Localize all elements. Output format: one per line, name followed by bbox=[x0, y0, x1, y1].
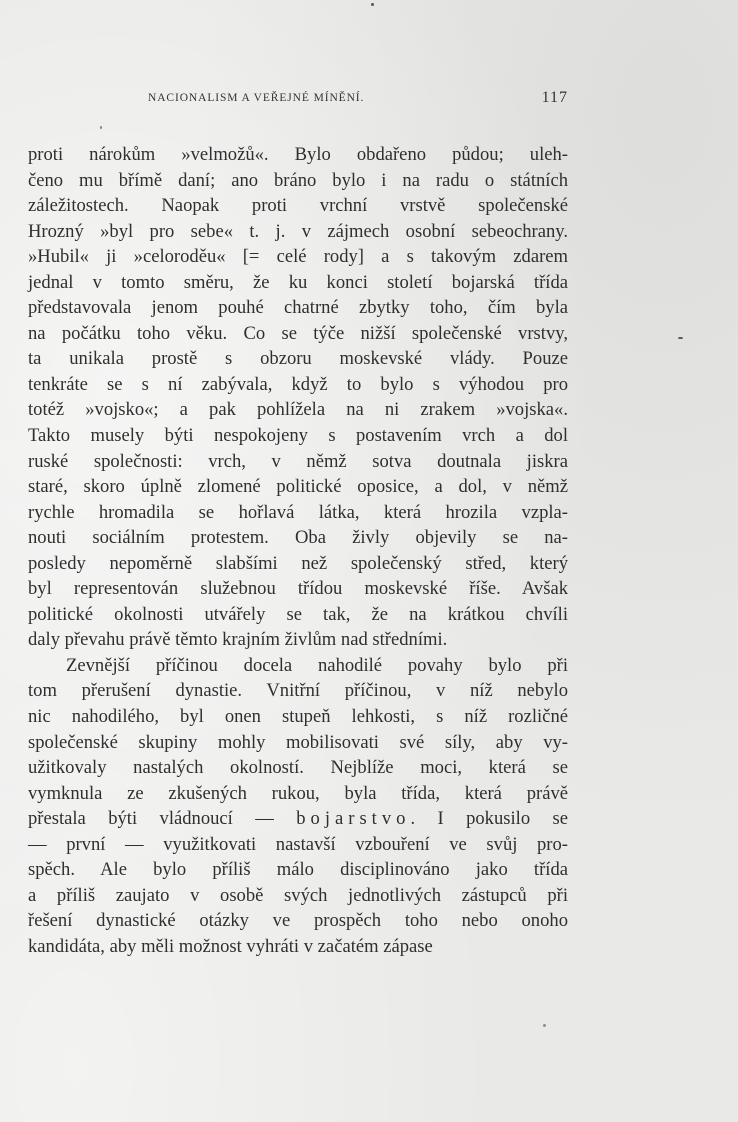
text-line: politické okolnosti utvářely se tak, že na krátkou chvíli bbox=[28, 603, 568, 625]
speck bbox=[543, 1024, 546, 1027]
text-line: totéž »vojsko«; a pak pohlížela na ni zrakem »vojska«. bbox=[28, 399, 568, 421]
text-line: — první — využitkovati nastavší vzbouření ve svůj pro- bbox=[28, 833, 568, 855]
text-line: nouti sociálním protestem. Oba živly objevily se na- bbox=[28, 527, 568, 549]
text-line: užitkovaly nastalých okolností. Nejblíže moci, která se bbox=[28, 757, 568, 779]
text-line: čeno mu břímě daní; ano bráno bylo i na radu o státních bbox=[28, 169, 568, 191]
emphasized-word: bojarstvo bbox=[296, 808, 411, 830]
text-line: řešení dynastické otázky ve prospěch toho nebo onoho bbox=[28, 910, 568, 932]
text-line-paragraph-end: daly převahu právě těmto krajním živlům nad středními. bbox=[28, 629, 448, 651]
text-line: jednal v tomto směru, že ku konci století bojarská třída bbox=[28, 271, 568, 293]
text-line: posledy nepoměrně slabšími než společenský střed, který bbox=[28, 552, 568, 574]
text-line-paragraph-start: Zevnější příčinou docela nahodilé povahy bylo při bbox=[66, 654, 568, 676]
text-line: ta unikala prostě s obzoru moskevské vlády. Pouze bbox=[28, 348, 568, 370]
text-line: záležitostech. Naopak proti vrchní vrstvě společenské bbox=[28, 195, 568, 217]
text-line: a příliš zaujato v osobě svých jednotlivých zástupců při bbox=[28, 884, 568, 906]
page-number: 117 bbox=[541, 89, 568, 106]
speck bbox=[100, 126, 102, 129]
text-line: kandidáta, aby měli možnost vyhráti v začatém zápase bbox=[28, 935, 433, 957]
text-line: spěch. Ale bylo příliš málo disciplinováno jako třída bbox=[28, 859, 568, 881]
text-line: společenské skupiny mohly mobilisovati své síly, aby vy- bbox=[28, 731, 568, 753]
text-line: vymknula ze zkušených rukou, byla třída, která právě bbox=[28, 782, 568, 804]
text-line: »Hubil« ji »celoroděu« [= celé rody] a s takovým zdarem bbox=[28, 246, 568, 268]
text-line: byl representován služebnou třídou moskevské říše. Avšak bbox=[28, 578, 568, 600]
text-line: tenkráte se s ní zabývala, když to bylo s výhodou pro bbox=[28, 373, 568, 395]
text-line: nic nahodilého, byl onen stupeň lehkosti, s níž rozličné bbox=[28, 706, 568, 728]
text-fragment: . I pokusilo se bbox=[410, 808, 569, 830]
speck bbox=[678, 337, 683, 339]
body-text bbox=[28, 142, 568, 960]
text-line: proti nárokům »velmožů«. Bylo obdařeno půdou; uleh- bbox=[28, 144, 568, 165]
text-line bbox=[28, 806, 568, 832]
text-fragment: přestala býti vládnoucí — bbox=[28, 808, 297, 830]
text-line: staré, skoro úplně zlomené politické oposice, a dol, v němž bbox=[28, 476, 568, 498]
text-line: rychle hromadila se hořlavá látka, která hrozila vzpla- bbox=[28, 501, 568, 523]
text-line: představovala jenom pouhé chatrné zbytky toho, čím byla bbox=[28, 297, 568, 319]
text-line: tom přerušení dynastie. Vnitřní příčinou, v níž nebylo bbox=[28, 680, 568, 702]
text-line: Hrozný »byl pro sebe« t. j. v zájmech osobní sebeochrany. bbox=[28, 220, 568, 242]
running-head bbox=[148, 89, 568, 112]
text-line: Takto musely býti nespokojeny s postavením vrch a dol bbox=[28, 425, 568, 447]
speck bbox=[371, 3, 374, 6]
text-line: ruské společnosti: vrch, v němž sotva doutnala jiskra bbox=[28, 450, 568, 472]
text-line: na počátku toho věku. Co se týče nižší společenské vrstvy, bbox=[28, 322, 568, 344]
running-title: NACIONALISM A VEŘEJNÉ MÍNĚNÍ. bbox=[148, 92, 365, 104]
